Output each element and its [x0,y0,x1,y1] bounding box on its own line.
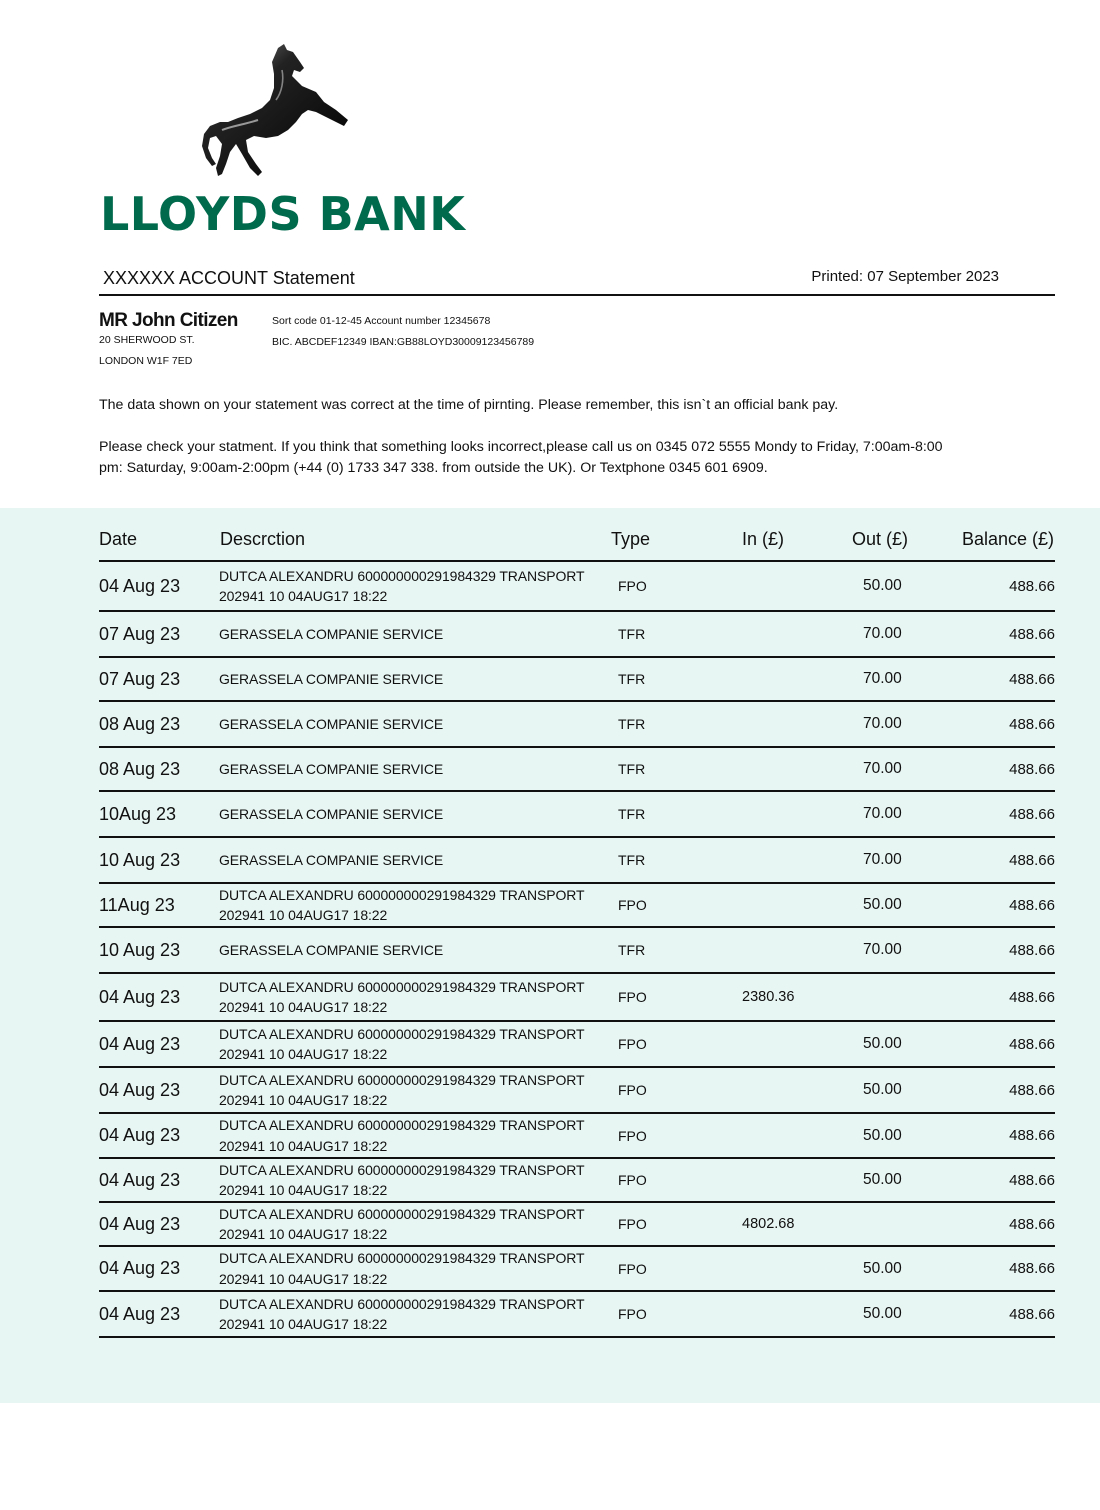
transaction-type: TFR [618,852,646,868]
transaction-type: TFR [618,806,646,822]
table-row [99,658,1055,702]
transaction-type: FPO [618,1260,647,1277]
table-row [99,1159,1055,1203]
header-divider [99,294,1055,296]
transaction-out-amount: 50.00 [863,1126,902,1144]
table-row [99,928,1055,974]
transaction-out-amount: 50.00 [863,1081,902,1098]
transaction-balance: 488.66 [1009,851,1055,869]
transaction-balance: 488.66 [1009,941,1055,959]
table-row [99,1292,1055,1338]
transaction-description: DUTCA ALEXANDRU 600000000291984329 TRANSPORT 202941 10 04AUG17 18:22 [219,1295,585,1332]
transaction-date: 04 Aug 23 [99,1033,181,1054]
address-line-1: 20 SHERWOOD ST. [99,334,195,346]
transaction-balance: 488.66 [1009,670,1055,688]
table-row [99,702,1055,748]
transaction-description: DUTCA ALEXANDRU 600000000291984329 TRANSPORT 202941 10 04AUG17 18:22 [219,567,585,604]
printed-date: Printed: 07 September 2023 [811,268,999,285]
transaction-type: FPO [618,1172,647,1188]
transaction-date: 04 Aug 23 [99,1258,181,1278]
transaction-description: GERASSELA COMPANIE SERVICE [219,625,444,642]
transaction-description: GERASSELA COMPANIE SERVICE [219,760,444,777]
transaction-date: 04 Aug 23 [99,1303,181,1324]
transaction-out-amount: 50.00 [863,577,902,594]
transaction-out-amount: 70.00 [863,941,902,958]
table-row [99,612,1055,658]
transaction-balance: 488.66 [1009,805,1055,823]
transaction-balance: 488.66 [1009,760,1055,778]
transaction-balance: 488.66 [1009,625,1055,643]
transaction-type: FPO [618,1082,647,1098]
table-row [99,748,1055,792]
transaction-description: DUTCA ALEXANDRU 600000000291984329 TRANSPORT 202941 10 04AUG17 18:22 [219,886,585,923]
statement-disclaimer: The data shown on your statement was correct at the time of pirnting. Please remember, this isn`t an official bank pay. [99,397,839,413]
transaction-date: 11Aug 23 [99,894,175,915]
account-bic-iban: BIC. ABCDEF12349 IBAN:GB88LOYD30009123456789 [272,336,535,348]
transaction-out-amount: 50.00 [863,1035,902,1052]
transaction-type: TFR [618,942,646,958]
transaction-out-amount: 70.00 [863,760,902,777]
transaction-date: 07 Aug 23 [99,623,181,644]
table-row [99,562,1055,612]
transaction-date: 08 Aug 23 [99,713,181,734]
transaction-type: FPO [618,1127,647,1144]
transaction-balance: 488.66 [1009,1127,1055,1144]
transaction-type: FPO [618,1036,647,1052]
transaction-description: DUTCA ALEXANDRU 600000000291984329 TRANSPORT 202941 10 04AUG17 18:22 [219,1117,585,1154]
transaction-date: 04 Aug 23 [99,1169,181,1190]
transaction-description: GERASSELA COMPANIE SERVICE [219,670,444,687]
transaction-type: FPO [618,1306,647,1322]
transaction-balance: 488.66 [1009,1081,1055,1099]
table-row [99,1022,1055,1068]
transaction-type: FPO [618,897,647,913]
column-header-in: In (£) [742,529,785,549]
transaction-balance: 488.66 [1009,715,1055,733]
transaction-date: 04 Aug 23 [99,1125,181,1145]
transaction-description: DUTCA ALEXANDRU 600000000291984329 TRANSPORT 202941 10 04AUG17 18:22 [219,1071,585,1108]
transaction-out-amount: 70.00 [863,625,902,642]
transaction-balance: 488.66 [1009,988,1055,1006]
statement-title: XXXXXX ACCOUNT Statement [103,268,355,288]
column-header-balance: Balance (£) [961,529,1054,549]
customer-name: MR John Citizen [99,310,238,331]
transaction-date: 04 Aug 23 [99,575,181,596]
transaction-date: 08 Aug 23 [99,758,181,779]
transaction-date: 10Aug 23 [99,803,177,824]
table-row [99,1068,1055,1114]
table-row [99,838,1055,884]
transaction-description: GERASSELA COMPANIE SERVICE [219,941,444,958]
address-line-2: LONDON W1F 7ED [99,355,193,367]
table-row [99,974,1055,1022]
transaction-description: DUTCA ALEXANDRU 600000000291984329 TRANSPORT 202941 10 04AUG17 18:22 [219,1205,585,1242]
bank-name: LLOYDS BANK [100,187,466,241]
transaction-date: 04 Aug 23 [99,1213,181,1234]
table-row [99,1203,1055,1247]
transaction-balance: 488.66 [1009,1171,1055,1189]
transaction-date: 04 Aug 23 [99,986,181,1007]
transaction-type: FPO [618,989,647,1005]
transaction-type: TFR [618,671,646,687]
transaction-out-amount: 70.00 [863,715,902,732]
transaction-date: 04 Aug 23 [99,1079,181,1100]
transaction-out-amount: 50.00 [863,1171,902,1188]
black-horse-icon [192,40,352,180]
transaction-description: GERASSELA COMPANIE SERVICE [219,851,444,868]
transaction-description: DUTCA ALEXANDRU 600000000291984329 TRANSPORT 202941 10 04AUG17 18:22 [219,1250,585,1287]
transaction-date: 10 Aug 23 [99,939,181,960]
transaction-out-amount: 50.00 [863,896,902,913]
transaction-in-amount: 2380.36 [742,989,795,1005]
transaction-in-amount: 4802.68 [742,1216,795,1232]
transaction-balance: 488.66 [1009,1260,1055,1277]
table-row [99,792,1055,838]
transaction-type: FPO [618,578,647,594]
table-row [99,1247,1055,1292]
contact-info: Please check your statment. If you think that something looks incorrect,please call us on 0345 072 5555 Mondy to Friday, 7:00am-8:00 pm: Saturday, 9:00am-2:00pm (+44 (0) 1733 347 338. from outside the UK). Or Textphone 0345 601 6909. [99,439,943,476]
transaction-balance: 488.66 [1009,1035,1055,1053]
transaction-out-amount: 70.00 [863,805,902,822]
transaction-balance: 488.66 [1009,1215,1055,1233]
transaction-description: DUTCA ALEXANDRU 600000000291984329 TRANSPORT 202941 10 04AUG17 18:22 [219,978,585,1015]
column-header-date: Date [99,529,138,549]
column-header-type: Type [611,529,651,549]
transaction-balance: 488.66 [1009,577,1055,595]
transaction-description: DUTCA ALEXANDRU 600000000291984329 TRANSPORT 202941 10 04AUG17 18:22 [219,1161,585,1198]
column-header-out: Out (£) [852,529,909,549]
transaction-description: DUTCA ALEXANDRU 600000000291984329 TRANSPORT 202941 10 04AUG17 18:22 [219,1025,585,1062]
transaction-type: TFR [618,626,646,642]
transaction-out-amount: 70.00 [863,851,902,868]
transaction-description: GERASSELA COMPANIE SERVICE [219,805,444,822]
transaction-out-amount: 70.00 [863,670,902,687]
transaction-date: 07 Aug 23 [99,668,181,689]
account-sort-code: Sort code 01-12-45 Account number 12345678 [272,315,491,327]
transaction-balance: 488.66 [1009,1305,1055,1323]
transaction-out-amount: 50.00 [863,1305,902,1322]
table-row [99,884,1055,928]
transaction-type: TFR [618,761,646,777]
transaction-out-amount: 50.00 [863,1259,902,1277]
transaction-description: GERASSELA COMPANIE SERVICE [219,715,444,732]
transaction-date: 10 Aug 23 [99,849,181,870]
transaction-balance: 488.66 [1009,896,1055,914]
transaction-type: FPO [618,1216,647,1232]
column-header-description: Descrction [220,529,306,549]
transaction-type: TFR [618,716,646,732]
table-row [99,1114,1055,1159]
